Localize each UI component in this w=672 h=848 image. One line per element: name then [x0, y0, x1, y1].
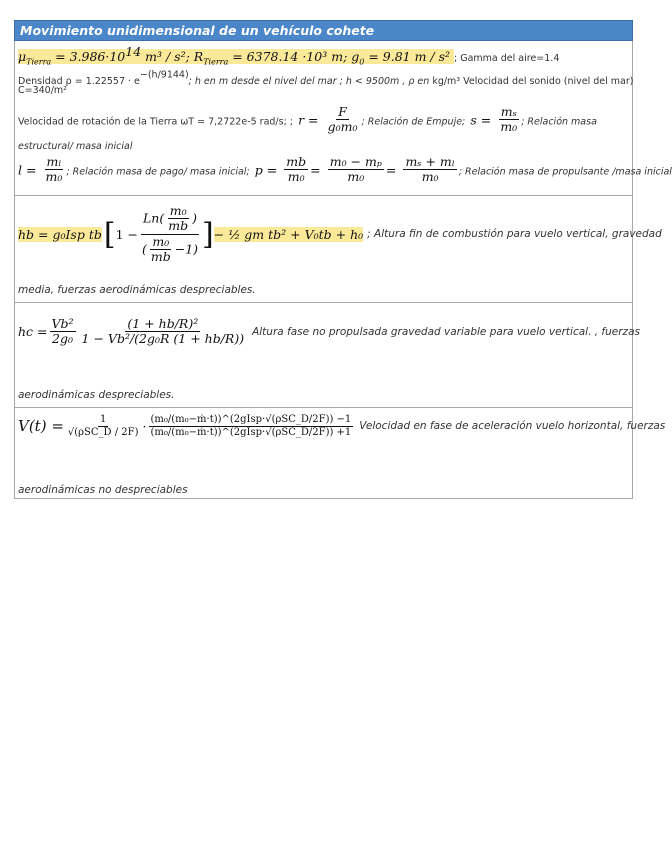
mu-exponent: 14: [125, 44, 142, 59]
density-row: [18, 69, 633, 88]
mu-subscript: Tierra: [26, 57, 52, 67]
r-symbol: ; R: [185, 49, 204, 65]
r-subscript: Tierra: [203, 57, 229, 67]
sound-speed-label: Velocidad del sonido (nivel del mar): [460, 76, 634, 87]
coast-f-numerator: Vb²: [51, 316, 74, 331]
den-minus: −1: [174, 241, 194, 257]
r-denominator: g₀m₀: [327, 119, 358, 135]
velocity-coef-numerator: 1: [100, 414, 107, 425]
velocity-lhs: V(t) =: [18, 417, 64, 435]
s-eq: s =: [470, 112, 492, 128]
density-exponent: −(h/9144): [139, 69, 189, 81]
p-denominator-2: m₀: [347, 169, 365, 185]
velocity-description-cont: aerodinámicas no despreciables: [18, 484, 188, 496]
burnout-denominator: ( $\frac{\text{m₀}}{mb}$ −1): [141, 233, 199, 265]
p-fraction-2: [328, 155, 384, 185]
sound-speed-value: C=340/m²: [18, 85, 67, 96]
mu-value: = 3.986·10: [51, 49, 126, 65]
sheet-title: Movimiento unidimensional de un vehículo cohete: [14, 20, 633, 41]
l-fraction: [44, 155, 65, 185]
s-fraction: [498, 105, 519, 135]
p-denominator-1: m₀: [287, 169, 305, 185]
ln-denominator: mb: [168, 218, 189, 234]
r-numerator: F: [338, 104, 347, 119]
ln-numerator: m₀: [169, 203, 187, 218]
den-numerator: m₀: [152, 233, 170, 249]
thrust-ratio-row: [18, 105, 597, 135]
burnout-rest: − ½ gm tb² + V₀tb + h₀: [213, 226, 364, 242]
gamma-text: ; Gamma del aire=1.4: [454, 53, 560, 65]
s-numerator: mₛ: [500, 104, 517, 119]
denominator-fraction: [149, 235, 173, 265]
constants-row: [18, 44, 559, 67]
burnout-one: 1 −: [115, 226, 138, 242]
den-denominator: mb: [150, 249, 171, 265]
r-value: = 6378.14 ·10³ m: [228, 49, 344, 65]
coast-big-fraction: [80, 317, 247, 347]
coast-description-cont: aerodinámicas despreciables.: [18, 389, 175, 401]
constants-block: [14, 41, 672, 196]
r-text: ; Relación de Empuje;: [361, 116, 466, 128]
density-units: kg/m³: [432, 76, 461, 87]
density-text: ; h en m desde el nivel del mar ; h < 9500m , ρ en: [188, 76, 433, 87]
s-text: ; Relación masa: [521, 116, 597, 128]
r-eq: r =: [298, 112, 319, 128]
burnout-altitude-block: [14, 196, 662, 303]
burnout-description: ; Altura fin de combustión para vuelo vertical, gravedad: [367, 228, 662, 241]
velocity-big-numerator: (m₀/(m₀−ṁ·t))^(2gIsp·√(ρSC_D/2F)) −1: [150, 414, 352, 425]
p-numerator-1: mb: [286, 154, 307, 169]
burnout-equation: hb = g₀Isp tb [ 1 − Ln( $\frac{\text{m₀}}{mb}$ ) ( $\frac{\text{m₀}}{mb}$ −1) ] − ½ gm tb² + V₀tb + h₀ ; Altura fin de combustión para vuelo vertical, gravedad: [18, 203, 662, 265]
burnout-big-fraction: [140, 204, 200, 265]
r-fraction: [326, 105, 360, 135]
coast-fraction: [50, 317, 76, 347]
coast-description: Altura fase no propulsada gravedad variable para vuelo vertical. , fuerzas: [252, 325, 640, 338]
burnout-ln: Ln( $\frac{\text{m₀}}{mb}$ ): [143, 203, 197, 234]
velocity-equation: V(t) = $\frac{1}{\text{√(ρSC\_D / 2F)}}$ · $\frac{\text{(m₀/(m₀−ṁ·t))\textasciicircum{}(2gIsp·√(ρSC\_D/2F)) −1}}{\text{(m₀/(m₀−ṁ·t))\textasciicircum{}(2gIsp·√(ρSC\_D/2F)) +1}}$ Velocidad en fase de aceleración vuelo horizontal, fuerzas: [18, 414, 666, 438]
velocity-coef-denominator: √(ρSC_D / 2F): [67, 426, 139, 438]
ln-fraction: [166, 204, 190, 234]
l-denominator: m₀: [45, 169, 63, 185]
p-denominator-3: m₀: [421, 169, 439, 185]
g-value: = 9.81 m / s²: [364, 49, 451, 65]
structural-ratio-cont: estructural/ masa inicial: [18, 141, 133, 152]
burnout-description-cont: media, fuerzas aerodinámicas despreciables.: [18, 284, 256, 296]
p-fraction-3: [403, 155, 456, 185]
g-subscript: 0: [359, 57, 365, 67]
coast-f-denominator: 2g₀: [52, 331, 73, 347]
mass-ratio-row: l = $\frac{\text{mₗ}}{\text{m₀}}$ ; Relación masa de pago/ masa inicial; p = $\frac{mb}{\text{m₀}}$ = $\frac{\text{m₀ − mₚ}}{\text{m₀}}$ = $\frac{\text{mₛ + mₗ}}{\text{m₀}}$ ; Relación masa de propulsante /masa inicial: [18, 154, 672, 185]
mu-units: m³ / s²: [141, 49, 186, 65]
velocity-big-denominator: (m₀/(m₀−ṁ·t))^(2gIsp·√(ρSC_D/2F)) +1: [150, 426, 352, 438]
constants-highlight: [18, 44, 454, 67]
coast-altitude-block: [14, 303, 640, 408]
burnout-lhs: hb = g₀Isp tb: [18, 226, 102, 242]
l-numerator: mₗ: [46, 154, 62, 169]
s-denominator: m₀: [500, 119, 518, 135]
horizontal-velocity-block: [14, 408, 666, 499]
ln-label: Ln: [143, 210, 160, 226]
p-numerator-2: m₀ − mₚ: [329, 154, 382, 169]
mu-symbol: μ: [18, 49, 27, 65]
velocity-big-fraction: [149, 414, 354, 438]
p-text: ; Relación masa de propulsante /masa inicial: [458, 166, 672, 178]
p-eq: p =: [254, 162, 278, 178]
l-eq: l =: [18, 162, 37, 178]
p-numerator-3: mₛ + mₗ: [405, 154, 455, 169]
g-symbol: ; g: [343, 49, 360, 65]
coast-big-denominator: 1 − Vb²/(2g₀R (1 + hb/R)): [81, 331, 245, 347]
rotation-text: Velocidad de rotación de la Tierra ωT = 7,2722e-5 rad/s; ;: [18, 116, 294, 128]
l-text: ; Relación masa de pago/ masa inicial;: [66, 166, 250, 178]
velocity-description: Velocidad en fase de aceleración vuelo horizontal, fuerzas: [359, 420, 666, 432]
density-label: Densidad ρ = 1.22557 · e: [18, 76, 140, 87]
formula-sheet: [14, 20, 672, 499]
velocity-coef-fraction: [66, 414, 141, 438]
p-fraction-1: [284, 155, 308, 185]
coast-big-numerator: (1 + hb/R)²: [127, 316, 199, 331]
coast-equation: [18, 317, 640, 347]
coast-lhs: hc =: [18, 324, 48, 340]
